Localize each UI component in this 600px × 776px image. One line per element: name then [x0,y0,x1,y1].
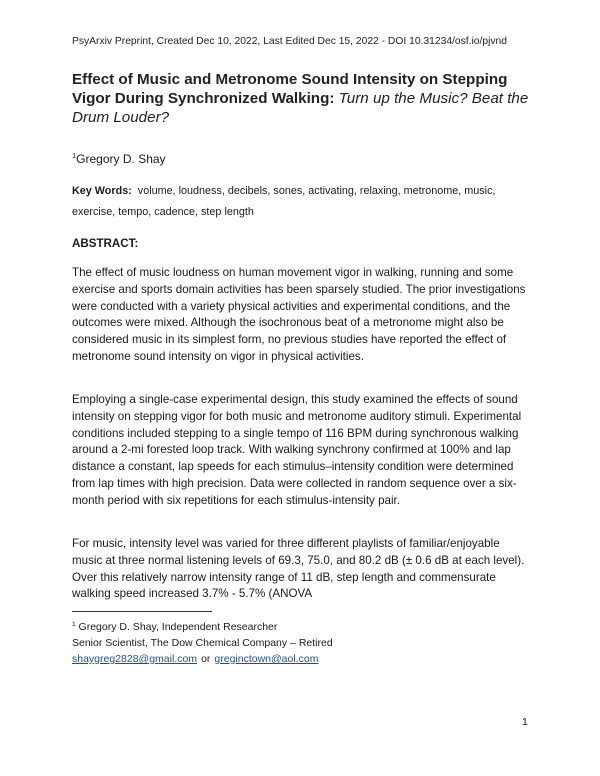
keywords-label: Key Words: [72,185,132,197]
footnote-emails [72,651,333,667]
abstract-paragraph: For music, intensity level was varied for three different playlists of familiar/enjoyable music at three normal listening levels of 69.3, 75.0, and 80.2 dB (± 0.6 dB at each level). Over this relatively narrow intensity range of 11 dB, step length and commensurate walking speed increased 3.7% - 5.7% (ANOVA [72,537,525,601]
footnote-line-1 [72,617,333,635]
footnote-divider [72,611,212,612]
footnote-or: or [201,653,211,665]
author-line [72,151,166,166]
email-link-gmail[interactable]: shaygreg2828@gmail.com [72,653,198,665]
keywords-text: volume, loudness, decibels, sones, activating, relaxing, metronome, music, exercise, tempo, cadence, step length [72,185,496,218]
email-link-aol[interactable]: greginctown@aol.com [214,653,319,665]
title-subtitle: Turn up the Music? Beat the Drum Louder? [72,90,529,126]
footnote-affiliation: Gregory D. Shay, Independent Researcher [78,621,278,633]
abstract-heading: ABSTRACT: [72,237,139,250]
author-footnote-marker: 1 [72,151,77,160]
footnote-line-2: Senior Scientist, The Dow Chemical Company – Retired [72,637,333,649]
keywords [72,181,534,223]
paper-title [72,70,542,127]
running-header: PsyArxiv Preprint, Created Dec 10, 2022, Last Edited Dec 15, 2022 - DOI 10.31234/osf.io/pjvnd [72,36,507,47]
title-main: Effect of Music and Metronome Sound Intensity on Stepping Vigor During Synchronized Walking: [72,71,508,107]
footnote-marker: 1 [72,621,76,628]
abstract-paragraph: Employing a single-case experimental design, this study examined the effects of sound intensity on stepping vigor for both music and metronome auditory stimuli. Experimental conditions included stepping to a single tempo of 116 BPM during synchronous walking around a 2-mi forested loop track. With walking synchrony confirmed at 100% and lap distance a constant, lap speeds for each stimulus–intensity condition were determined from lap times with high precision. Data were collected in random sequence over a six-month period with six repetitions for each stimulus-intensity pair. [72,393,522,507]
page-number: 1 [522,716,528,728]
abstract-paragraph: The effect of music loudness on human movement vigor in walking, running and some exercise and sports domain activities has been sparsely studied. The prior investigations were conducted with a variety physical activities and experimental conditions, and the outcomes were mixed. Although the isochronous beat of a metronome might also be considered music in its simplest form, no previous studies have reported the effect of metronome sound intensity on vigor in physical activities. [72,266,526,363]
footnote [72,617,333,667]
author-name: Gregory D. Shay [76,152,166,166]
